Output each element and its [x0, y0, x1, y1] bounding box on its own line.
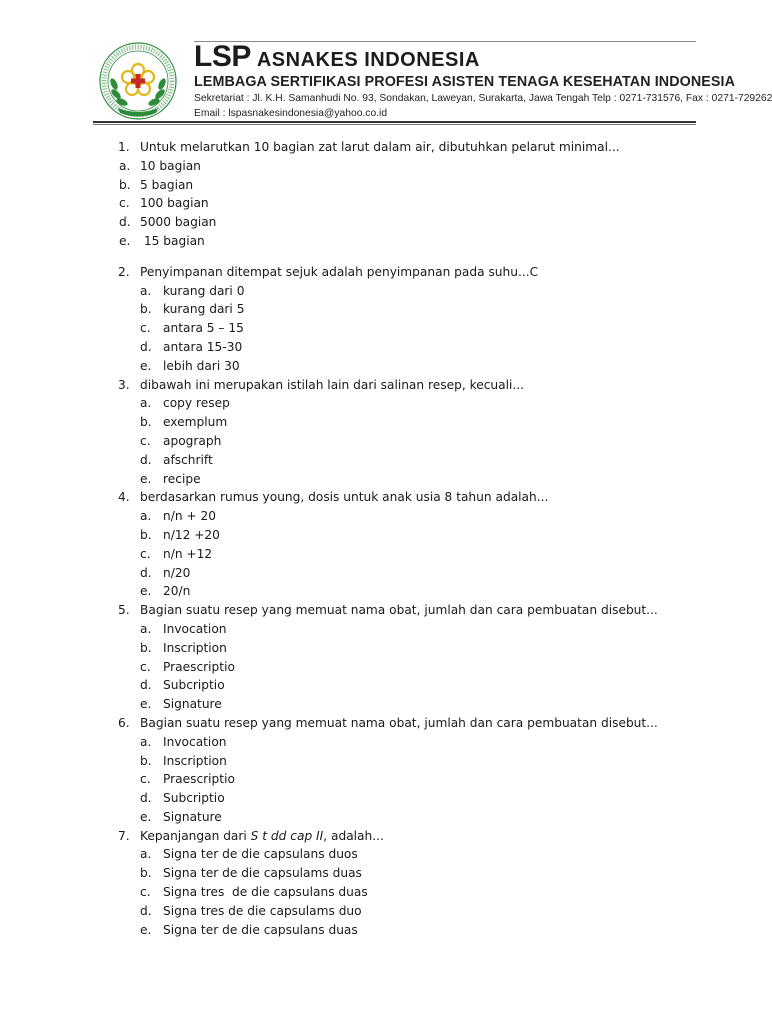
option-letter: a.: [140, 621, 152, 636]
option-letter: e.: [140, 922, 152, 937]
option-b: [0, 300, 768, 319]
option-text: Inscription: [163, 753, 227, 768]
option-letter: e.: [140, 584, 152, 599]
question-7: [0, 827, 768, 940]
question-number: 4.: [118, 490, 130, 505]
option-letter: a.: [140, 396, 152, 411]
option-c: [0, 770, 768, 789]
option-text: copy resep: [163, 396, 230, 411]
option-c: [0, 194, 768, 213]
option-b: [0, 864, 768, 883]
option-c: [0, 883, 768, 902]
question-5: [0, 601, 768, 714]
option-e: [0, 582, 768, 601]
option-c: [0, 319, 768, 338]
option-a: [0, 282, 768, 301]
option-letter: d.: [140, 565, 152, 580]
option-letter: d.: [140, 903, 152, 918]
option-text: kurang dari 0: [163, 283, 245, 298]
option-text: 20/n: [163, 584, 191, 599]
option-a: [0, 394, 768, 413]
option-text: Invocation: [163, 734, 227, 749]
option-letter: b.: [140, 866, 152, 881]
option-letter: a.: [140, 283, 152, 298]
question-number: 3.: [118, 377, 130, 392]
option-text: antara 5 – 15: [163, 321, 244, 336]
question-text-italic: S t dd cap II: [250, 828, 324, 843]
option-text: n/12 +20: [163, 527, 220, 542]
question-1: [0, 138, 768, 251]
option-letter: d.: [140, 339, 152, 354]
option-d: [0, 564, 768, 583]
option-c: [0, 545, 768, 564]
option-letter: c.: [140, 546, 151, 561]
option-letter: c.: [119, 196, 130, 211]
question-4: [0, 488, 768, 601]
option-text: n/20: [163, 565, 191, 580]
organization-email: Email : lspasnakesindonesia@yahoo.co.id: [194, 108, 388, 119]
question-number: 7.: [118, 828, 130, 843]
option-letter: b.: [140, 753, 152, 768]
option-letter: e.: [140, 358, 152, 373]
organization-title: [194, 40, 480, 72]
option-text: recipe: [163, 471, 201, 486]
option-e: [0, 357, 768, 376]
option-b: [0, 413, 768, 432]
option-letter: b.: [140, 415, 152, 430]
option-e: [0, 808, 768, 827]
option-a: [0, 507, 768, 526]
question-2: [0, 263, 768, 376]
option-b: [0, 526, 768, 545]
option-text: 100 bagian: [140, 196, 209, 211]
option-b: [0, 752, 768, 771]
option-letter: a.: [140, 847, 152, 862]
question-number: 1.: [118, 140, 130, 154]
option-d: [0, 213, 768, 232]
option-letter: b.: [140, 527, 152, 542]
option-letter: e.: [140, 697, 152, 712]
question-list: [0, 138, 768, 939]
option-letter: c.: [140, 885, 151, 900]
option-d: [0, 676, 768, 695]
option-text: Signa ter de die capsulams duas: [163, 866, 362, 881]
question-6: [0, 714, 768, 827]
option-text: Signa tres de die capsulams duo: [163, 903, 362, 918]
question-text: dibawah ini merupakan istilah lain dari salinan resep, kecuali...: [140, 377, 524, 392]
option-a: [0, 733, 768, 752]
option-e: [0, 470, 768, 489]
question-text: Penyimpanan ditempat sejuk adalah penyimpanan pada suhu...C: [140, 264, 539, 279]
option-a: [0, 620, 768, 639]
title-lsp: LSP: [194, 40, 251, 73]
option-text: Signature: [163, 809, 222, 824]
option-a: [0, 845, 768, 864]
question-number: 5.: [118, 603, 130, 618]
option-d: [0, 338, 768, 357]
header-divider-thin: [93, 124, 696, 125]
option-text: antara 15-30: [163, 339, 243, 354]
option-text: Praescriptio: [163, 659, 235, 674]
title-org: ASNAKES INDONESIA: [256, 49, 480, 71]
option-text: Inscription: [163, 640, 227, 655]
option-b: [0, 176, 768, 195]
option-d: [0, 902, 768, 921]
question-text: berdasarkan rumus young, dosis untuk anak usia 8 tahun adalah...: [140, 490, 549, 505]
option-letter: c.: [140, 659, 151, 674]
option-letter: b.: [119, 177, 131, 192]
option-letter: c.: [140, 321, 151, 336]
option-text: Signature: [163, 697, 222, 712]
option-text: 15 bagian: [140, 233, 205, 248]
letterhead: [90, 40, 772, 126]
option-a: [0, 157, 768, 176]
question-number: 2.: [118, 264, 130, 279]
question-text-before: Kepanjangan dari: [140, 828, 251, 843]
option-d: [0, 789, 768, 808]
option-letter: b.: [140, 640, 152, 655]
option-text: Subcriptio: [163, 791, 225, 806]
option-text: n/n + 20: [163, 509, 217, 524]
option-e: [0, 232, 768, 251]
option-text: apograph: [163, 433, 222, 448]
option-letter: c.: [140, 433, 151, 448]
question-text-after: , adalah...: [323, 828, 384, 843]
option-letter: b.: [140, 302, 152, 317]
header-divider: [93, 121, 696, 123]
option-letter: d.: [140, 678, 152, 693]
option-letter: e.: [140, 471, 152, 486]
option-letter: a.: [140, 509, 152, 524]
option-text: Subcriptio: [163, 678, 225, 693]
option-b: [0, 639, 768, 658]
question-text: Bagian suatu resep yang memuat nama obat, jumlah dan cara pembuatan disebut...: [140, 715, 658, 730]
option-letter: c.: [140, 772, 151, 787]
option-c: [0, 432, 768, 451]
organization-subtitle: LEMBAGA SERTIFIKASI PROFESI ASISTEN TENAGA KESEHATAN INDONESIA: [194, 74, 736, 90]
option-text: n/n +12: [163, 546, 213, 561]
question-text: Bagian suatu resep yang memuat nama obat, jumlah dan cara pembuatan disebut...: [140, 603, 658, 618]
option-letter: e.: [119, 233, 131, 248]
option-letter: d.: [140, 452, 152, 467]
option-letter: d.: [140, 791, 152, 806]
option-text: Signa ter de die capsulans duos: [163, 847, 358, 862]
option-d: [0, 451, 768, 470]
option-c: [0, 658, 768, 677]
option-text: 5 bagian: [140, 177, 194, 192]
lsp-asnakes-logo-icon: [90, 40, 186, 122]
question-text: Untuk melarutkan 10 bagian zat larut dalam air, dibutuhkan pelarut minimal...: [140, 140, 620, 154]
option-text: kurang dari 5: [163, 302, 245, 317]
option-text: Signa tres de die capsulans duas: [163, 885, 368, 900]
option-text: 10 bagian: [140, 158, 201, 173]
option-text: Signa ter de die capsulans duas: [163, 922, 358, 937]
option-text: 5000 bagian: [140, 215, 217, 230]
option-letter: d.: [119, 215, 131, 230]
question-number: 6.: [118, 715, 130, 730]
question-text: [140, 827, 384, 846]
option-text: afschrift: [163, 452, 213, 467]
option-text: Invocation: [163, 621, 227, 636]
option-letter: a.: [119, 158, 131, 173]
option-e: [0, 695, 768, 714]
option-letter: e.: [140, 809, 152, 824]
option-text: exemplum: [163, 415, 228, 430]
option-text: Praescriptio: [163, 772, 235, 787]
option-letter: a.: [140, 734, 152, 749]
option-e: [0, 921, 768, 940]
question-3: [0, 376, 768, 489]
option-text: lebih dari 30: [163, 358, 240, 373]
organization-address: Sekretariat : Jl. K.H. Samanhudi No. 93, Sondakan, Laweyan, Surakarta, Jawa Tengah Telp : 0271-731576, Fax : 0271-729262: [194, 93, 772, 104]
